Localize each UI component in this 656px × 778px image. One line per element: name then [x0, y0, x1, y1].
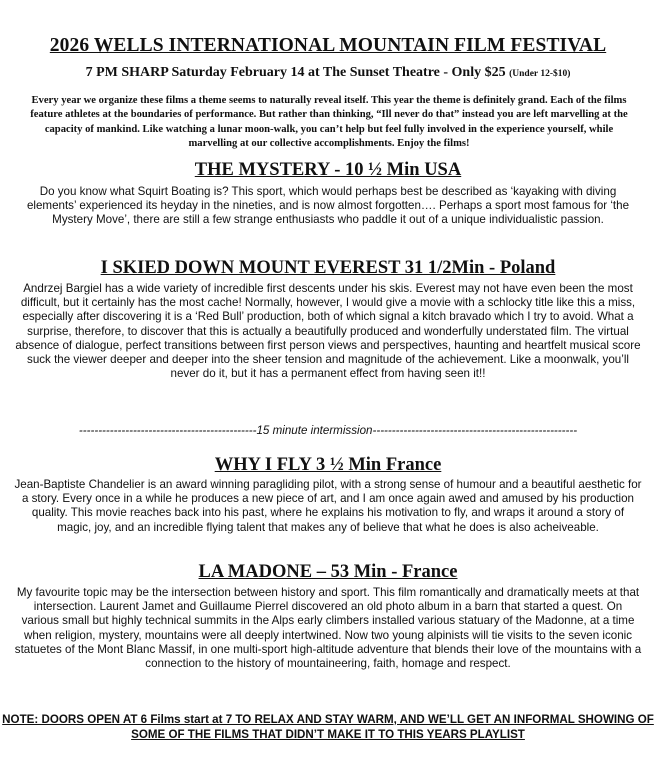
event-details-child-price: (Under 12-$10) — [509, 69, 571, 79]
film-heading-why-i-fly: WHY I FLY 3 ½ Min France — [214, 455, 442, 475]
event-details — [0, 65, 656, 81]
intermission-divider: ----------------------------------------------15 minute intermission----------------------------------------------------- — [78, 424, 578, 437]
film-description-why-i-fly: Jean-Baptiste Chandelier is an award winning paragliding pilot, with a strong sense of humour and a beautiful aesthetic for a story. Every once in a while he produces a new piece of art, and I am once again awed and amused by his production quality. This movie reaches back into his past, where he explains his motivation to fly, and wraps it around a story of magic, joy, and an incredible flying talent that makes any of believe that what he does is also acheiveable. — [14, 478, 642, 534]
film-heading-everest: I SKIED DOWN MOUNT EVEREST 31 1/2Min - Poland — [100, 258, 556, 278]
film-description-the-mystery: Do you know what Squirt Boating is? This sport, which would perhaps best be described as ‘kayaking with diving elements’ experienced its heyday in the nineties, and is now almost forgotten…. Perhaps a sport most famous for ‘the Mystery Move’, there are still a few strange enthusiasts who paddle it out of a unique individualistic passion. — [26, 185, 630, 227]
film-description-everest: Andrzej Bargiel has a wide variety of incredible first descents under his skis. Everest may not have even been the most difficult, but it certainly has the most cache! Normally, however, I would give a movie with a schlocky title like this a miss, especially after discovering it is a ‘Red Bull’ production, both of which signal a kitch bravado which I try to avoid. What a surprise, therefore, to discover that this is actually a beautifully produced and wonderfully understated film. The virtual absence of dialogue, perfect transitions between first person views and perspectives, haunting and heartfelt musical score suck the viewer deeper and deeper into the sheer tension and magnitude of the achievement. Like a moonwalk, you’ll never do it, but it has a permanent effect from having seen it!! — [15, 282, 641, 381]
intro-paragraph: Every year we organize these films a theme seems to naturally reveal itself. This year the theme is definitely grand. Each of the films feature athletes at the boundaries of performance. But rather than thinking, “Ill never do that” instead you are left marvelling at the capacity of mankind. Like watching a lunar moon-walk, you can’t help but feel fully involved in the experience yourself, while marvelling at our collective accomplishments. Enjoy the films! — [30, 95, 628, 149]
doors-open-note: NOTE: DOORS OPEN AT 6 Films start at 7 TO RELAX AND STAY WARM, AND WE’LL GET AN INFORMAL SHOWING OF SOME OF THE FILMS THAT DIDN’T MAKE IT TO THIS YEARS PLAYLIST — [2, 713, 654, 742]
event-details-main: 7 PM SHARP Saturday February 14 at The Sunset Theatre - Only $25 — [85, 65, 506, 80]
film-description-la-madone: My favourite topic may be the intersection between history and sport. This film romantically and dramatically meets at that intersection. Laurent Jamet and Guillaume Pierrel discovered an old photo album in a barn that started a quest. On various small but highly technical summits in the Alps early climbers installed various statuary of the Madonne, at a time when religion, mystery, mountains were all deeply intertwined. Now two young alpinists will tie visits to the seven iconic statuetes of the Mont Blanc Massif, in one multi-sport high-altitude adventure that blends their love of the mountains with a connection to the history of mountaineering, faith, homage and respect. — [14, 586, 642, 671]
festival-title: 2026 WELLS INTERNATIONAL MOUNTAIN FILM FESTIVAL — [49, 35, 607, 56]
film-heading-la-madone: LA MADONE – 53 Min - France — [198, 562, 458, 582]
film-heading-the-mystery: THE MYSTERY - 10 ½ Min USA — [194, 160, 462, 180]
